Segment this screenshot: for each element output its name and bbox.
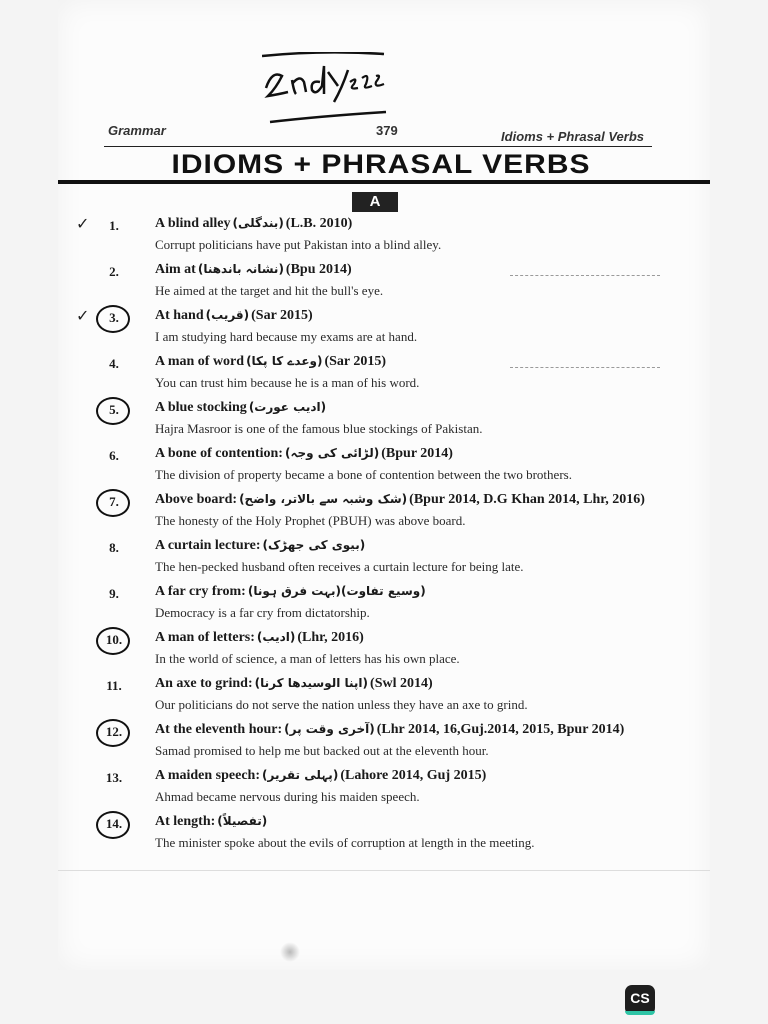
- exam-reference: (Bpu 2014): [285, 262, 352, 277]
- idiom-text: At hand: [155, 308, 204, 323]
- urdu-meaning: (لڑائی کی وجہ): [284, 446, 380, 460]
- idiom-heading: [155, 722, 624, 738]
- idiom-heading: [155, 400, 328, 416]
- example-sentence: I am studying hard because my exams are at hand.: [155, 329, 418, 344]
- header-rule: [104, 146, 652, 147]
- idiom-text: A blind alley: [155, 216, 231, 231]
- example-sentence: Samad promised to help me but backed out at the eleventh hour.: [155, 743, 489, 758]
- idiom-heading: [155, 446, 453, 462]
- example-sentence: The division of property became a bone of contention between the two brothers.: [155, 467, 572, 482]
- exam-reference: (Lahore 2014, Guj 2015): [340, 768, 487, 783]
- example-sentence: The hen-pecked husband often receives a curtain lecture for being late.: [155, 559, 524, 574]
- idiom-text: A far cry from:: [155, 584, 246, 599]
- urdu-meaning: (قریب): [205, 308, 250, 322]
- idiom-text: A man of word: [155, 354, 245, 369]
- paper-fold-line: [58, 870, 710, 871]
- idiom-entry: [76, 306, 660, 354]
- idiom-entry: [100, 354, 660, 400]
- idiom-heading: [155, 814, 269, 830]
- header-chapter: Idioms + Phrasal Verbs: [501, 129, 644, 144]
- entry-number: 14.: [100, 816, 128, 832]
- idiom-text: A maiden speech:: [155, 768, 260, 783]
- idiom-entry: [100, 492, 660, 538]
- entry-number: 5.: [100, 402, 128, 418]
- idiom-text: Aim at: [155, 262, 196, 277]
- idiom-entry: [100, 584, 660, 630]
- entry-number: 2.: [109, 264, 119, 279]
- idiom-heading: [155, 262, 352, 278]
- entry-number: 8.: [109, 540, 119, 555]
- idiom-text: A man of letters:: [155, 630, 255, 645]
- idiom-text: An axe to grind:: [155, 676, 253, 691]
- tick-mark-icon: ✓: [76, 214, 90, 233]
- idiom-entry: [100, 814, 660, 860]
- entry-number: 13.: [105, 770, 123, 785]
- urdu-meaning: (نشانہ باندھنا): [197, 262, 284, 276]
- page-title: IDIOMS + PHRASAL VERBS: [171, 149, 591, 180]
- exam-reference: (Sar 2015): [251, 308, 313, 323]
- entry-number: 9.: [109, 586, 119, 601]
- entry-number: 3.: [100, 310, 128, 326]
- idiom-heading: [155, 584, 428, 600]
- idiom-heading: [155, 538, 367, 554]
- urdu-meaning: (بندگلی): [232, 216, 284, 230]
- idiom-entry: [100, 538, 660, 584]
- example-sentence: Our politicians do not serve the nation unless they have an axe to grind.: [155, 697, 528, 712]
- urdu-meaning: (پہلی تقریر): [262, 768, 339, 782]
- entry-number: 4.: [109, 356, 119, 371]
- exam-reference: (L.B. 2010): [285, 216, 353, 231]
- urdu-meaning: (بیوی کی جھڑک): [262, 538, 366, 552]
- tick-mark-icon: ✓: [76, 306, 90, 325]
- entry-number: 7.: [100, 494, 128, 510]
- example-sentence: Corrupt politicians have put Pakistan into a blind alley.: [155, 237, 442, 252]
- idiom-list: [76, 214, 660, 860]
- urdu-meaning: (بہت فرق ہونا)(وسیع تفاوت): [247, 584, 426, 598]
- idiom-text: A curtain lecture:: [155, 538, 261, 553]
- idiom-heading: [155, 492, 645, 508]
- idiom-text: At length:: [155, 814, 216, 829]
- example-sentence: In the world of science, a man of letters has his own place.: [155, 651, 460, 666]
- handwritten-note-drawing: [262, 52, 392, 132]
- urdu-meaning: (تفصیلاً): [217, 814, 268, 828]
- entry-number: 12.: [100, 724, 128, 740]
- idiom-entry: [100, 446, 660, 492]
- urdu-meaning: (شک وشبہ سے بالاتر، واضح): [239, 492, 408, 506]
- idiom-text: A bone of contention:: [155, 446, 283, 461]
- idiom-heading: [155, 354, 386, 370]
- example-sentence: You can trust him because he is a man of his word.: [155, 375, 420, 390]
- title-rule: [58, 180, 710, 184]
- urdu-meaning: (اپنا الوسیدھا کرنا): [254, 676, 369, 690]
- example-sentence: The honesty of the Holy Prophet (PBUH) was above board.: [155, 513, 466, 528]
- handwritten-note: [262, 52, 392, 132]
- entry-number: 6.: [109, 448, 119, 463]
- example-sentence: He aimed at the target and hit the bull's eye.: [155, 283, 384, 298]
- exam-reference: (Bpur 2014): [381, 446, 453, 461]
- urdu-meaning: (وعدے کا پکا): [246, 354, 323, 368]
- urdu-meaning: (آخری وقت پر): [284, 722, 375, 736]
- example-sentence: Democracy is a far cry from dictatorship.: [155, 605, 370, 620]
- idiom-entry: [100, 768, 660, 814]
- idiom-entry: [100, 676, 660, 722]
- exam-reference: (Swl 2014): [370, 676, 433, 691]
- section-letter-badge: A: [352, 192, 398, 212]
- idiom-heading: [155, 216, 352, 232]
- page-header: [108, 123, 644, 143]
- idiom-heading: [155, 676, 433, 692]
- idiom-entry: [100, 722, 660, 768]
- idiom-heading: [155, 630, 364, 646]
- page-number: 379: [376, 123, 398, 138]
- example-sentence: Hajra Masroor is one of the famous blue stockings of Pakistan.: [155, 421, 483, 436]
- entry-number: 1.: [109, 218, 119, 233]
- camscanner-badge: CS: [625, 985, 655, 1015]
- idiom-entry: [76, 214, 660, 262]
- faded-dotted-line: [510, 275, 660, 276]
- idiom-entry: [100, 262, 660, 308]
- idiom-text: Above board:: [155, 492, 238, 507]
- idiom-entry: [100, 400, 660, 446]
- idiom-entry: [100, 630, 660, 676]
- exam-reference: (Bpur 2014, D.G Khan 2014, Lhr, 2016): [409, 492, 645, 507]
- ink-smudge: [280, 942, 300, 962]
- exam-reference: (Lhr 2014, 16,Guj.2014, 2015, Bpur 2014): [376, 722, 625, 737]
- idiom-heading: [155, 308, 313, 324]
- entry-number: 11.: [106, 678, 122, 693]
- entry-number: 10.: [100, 632, 128, 648]
- exam-reference: (Sar 2015): [324, 354, 387, 369]
- idiom-text: A blue stocking: [155, 400, 247, 415]
- faded-dotted-line: [510, 367, 660, 368]
- example-sentence: The minister spoke about the evils of corruption at length in the meeting.: [155, 835, 535, 850]
- idiom-text: At the eleventh hour:: [155, 722, 283, 737]
- exam-reference: (Lhr, 2016): [297, 630, 364, 645]
- urdu-meaning: (ادیب عورت): [248, 400, 327, 414]
- example-sentence: Ahmad became nervous during his maiden speech.: [155, 789, 420, 804]
- header-subject: Grammar: [108, 123, 166, 138]
- idiom-heading: [155, 768, 486, 784]
- urdu-meaning: (ادیب): [256, 630, 296, 644]
